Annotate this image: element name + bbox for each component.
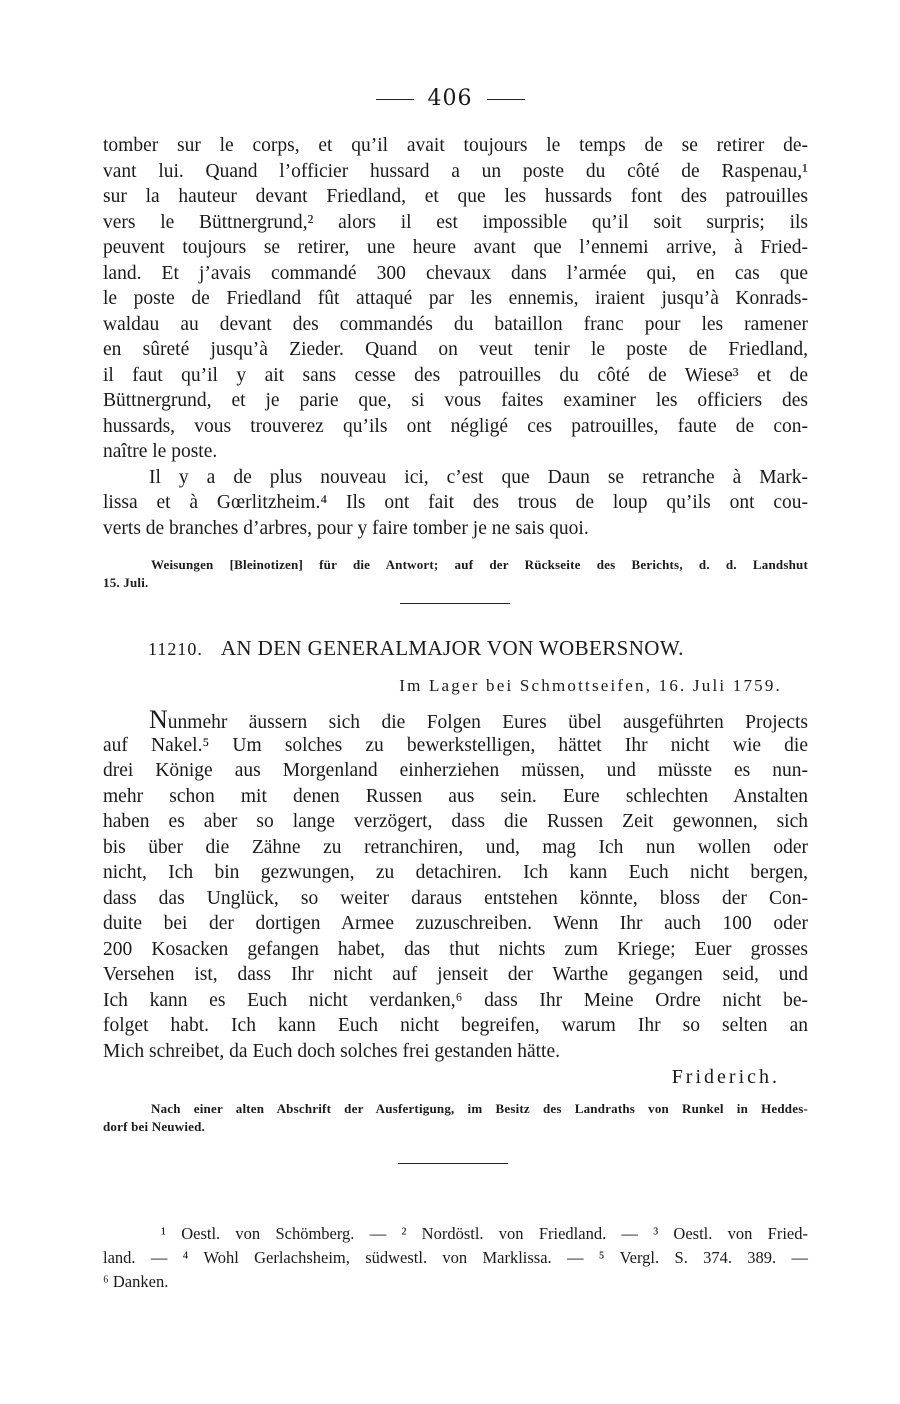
letter-note-line: dorf bei Neuwied.	[103, 1119, 205, 1134]
letter-line: mehr schon mit denen Russen aus sein. Eure schlechten Anstalten	[103, 785, 808, 807]
prev-letter-line: naître le poste.	[103, 441, 218, 462]
letter-body	[103, 707, 808, 1064]
letter-line: Versehen ist, dass Ihr nicht auf jenseit der Warthe gegangen seid, und	[103, 964, 808, 985]
letter-line: 200 Kosacken gefangen habet, das thut nichts zum Kriege; Euer grosses	[103, 938, 808, 960]
prev-letter-line: land. Et j’avais commandé 300 chevaux dans l’armée qui, en cas que	[103, 262, 808, 284]
prev-letter-line: hussards, vous trouverez qu’ils ont négligé ces patrouilles, faute de con-	[103, 415, 808, 437]
page-number	[0, 86, 900, 111]
letter-number: 11210.	[148, 639, 203, 659]
page-number-dash-right	[487, 99, 525, 100]
line-text: unmehr äussern sich die Folgen Eures übel ausgeführten Projects	[167, 712, 808, 733]
separator-rule	[400, 603, 510, 604]
prev-note-line: Weisungen [Bleinotizen] für die Antwort; auf der Rückseite des Berichts, d. d. Landshut	[151, 557, 808, 572]
separator-rule-2	[398, 1163, 508, 1164]
prev-letter-line: il faut qu’il y ait sans cesse des patrouilles du côté de Wiese³ et de	[103, 364, 808, 386]
letter-line: folget habt. Ich kann Euch nicht begreifen, warum Ihr so selten an	[103, 1015, 808, 1036]
prev-letter-line: Büttnergrund, et je parie que, si vous faites examiner les officiers des	[103, 390, 808, 411]
letter-signature: Friderich.	[671, 1066, 780, 1088]
footnote-line: land. — ⁴ Wohl Gerlachsheim, südwestl. von Marklissa. — ⁵ Vergl. S. 374. 389. —	[103, 1248, 808, 1267]
letter-line: Ich kann es Euch nicht verdanken,⁶ dass Ihr Meine Ordre nicht be-	[103, 989, 808, 1011]
letter-heading	[148, 636, 684, 661]
letter-dateline: Im Lager bei Schmottseifen, 16. Juli 1759.	[399, 676, 782, 695]
letter-line: haben es aber so lange verzögert, dass die Russen Zeit gewonnen, sich	[103, 811, 808, 832]
prev-note-line: 15. Juli.	[103, 575, 149, 590]
prev-letter-line: tomber sur le corps, et qu’il avait toujours le temps de se retirer de-	[103, 135, 808, 156]
prev-letter-line: le poste de Friedland fût attaqué par les ennemis, iraient jusqu’à Konrads-	[103, 288, 808, 309]
prev-letter-line: vers le Büttnergrund,² alors il est impossible qu’il soit surpris; ils	[103, 211, 808, 233]
letter-line: dass das Unglück, so weiter daraus entstehen könnte, bloss der Con-	[103, 887, 808, 909]
letter-title: AN DEN GENERALMAJOR VON WOBERSNOW.	[220, 636, 684, 660]
letter-source-note	[103, 1100, 808, 1136]
footnote-line: ¹ Oestl. von Schömberg. — ² Nordöstl. von Friedland. — ³ Oestl. von Fried-	[161, 1224, 808, 1243]
footnotes	[103, 1222, 808, 1294]
page-number-text: 406	[427, 86, 473, 111]
footnote-line: ⁶ Danken.	[103, 1272, 169, 1291]
prev-letter-line: Il y a de plus nouveau ici, c’est que Daun se retranche à Mark-	[149, 466, 808, 488]
drop-initial: N	[149, 705, 168, 734]
prev-letter-line: sur la hauteur devant Friedland, et que les hussards font des patrouilles	[103, 186, 808, 207]
letter-line: Mich schreibet, da Euch doch solches frei gestanden hätte.	[103, 1040, 561, 1062]
letter-line	[103, 707, 808, 733]
letter-line: duite bei der dortigen Armee zuzuschreiben. Wenn Ihr auch 100 oder	[103, 913, 808, 934]
prev-letter-line: vant lui. Quand l’officier hussard a un poste du côté de Raspenau,¹	[103, 160, 808, 182]
page-number-dash-left	[376, 99, 414, 100]
letter-line: auf Nakel.⁵ Um solches zu bewerkstelligen, hättet Ihr nicht wie die	[103, 734, 808, 756]
prev-letter-line: lissa et à Gœrlitzheim.⁴ Ils ont fait des trous de loup qu’ils ont cou-	[103, 492, 808, 513]
letter-line: nicht, Ich bin gezwungen, zu detachiren. Ich kann Euch nicht bergen,	[103, 862, 808, 883]
prev-letter-line: verts de branches d’arbres, pour y faire tomber je ne sais quoi.	[103, 517, 589, 539]
previous-letter-text	[103, 133, 808, 541]
letter-line: bis über die Zähne zu retranchiren, und, mag Ich nun wollen oder	[103, 836, 808, 858]
previous-letter-note	[103, 556, 808, 592]
prev-letter-line: en sûreté jusqu’à Zieder. Quand on veut tenir le poste de Friedland,	[103, 339, 808, 360]
letter-line: drei Könige aus Morgenland einherziehen müssen, und müsste es nun-	[103, 760, 808, 781]
prev-letter-line: peuvent toujours se retirer, une heure avant que l’ennemi arrive, à Fried-	[103, 237, 808, 258]
letter-note-line: Nach einer alten Abschrift der Ausfertigung, im Besitz des Landraths von Runkel in Heddes-	[151, 1101, 808, 1116]
prev-letter-line: waldau au devant des commandés du bataillon franc pour les ramener	[103, 313, 808, 335]
